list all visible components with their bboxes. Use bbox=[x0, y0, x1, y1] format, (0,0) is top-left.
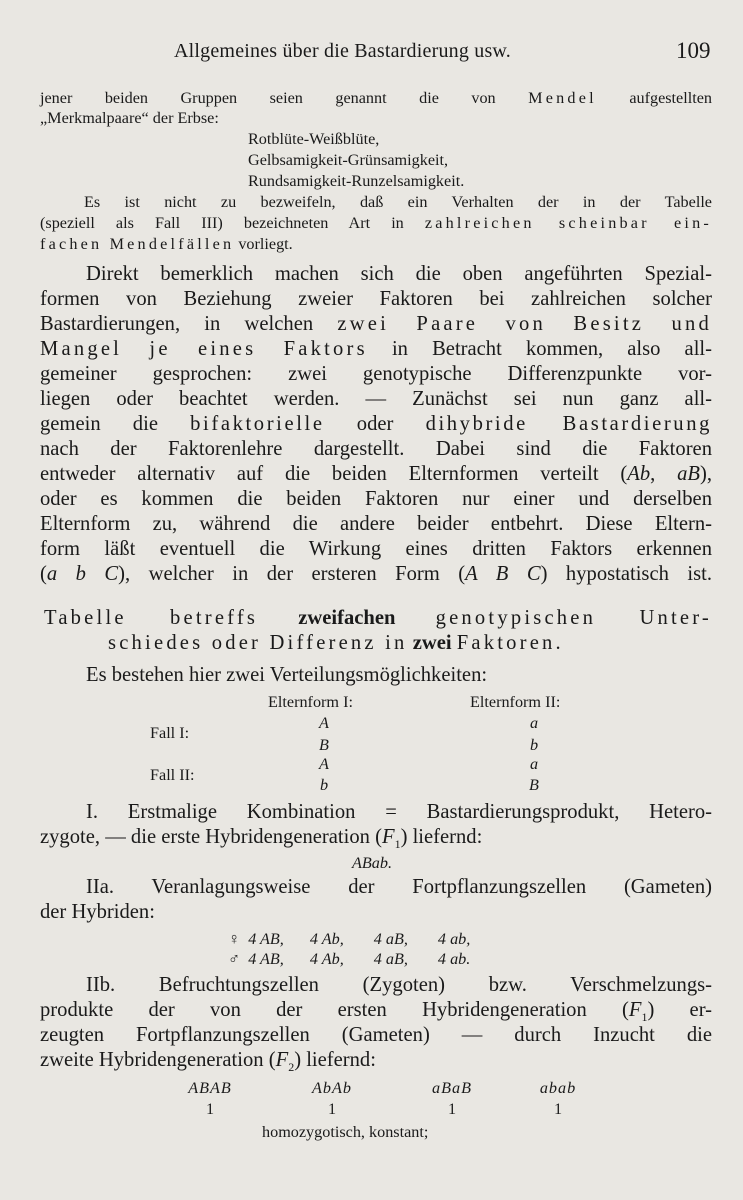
fall-1-e2-top: a bbox=[529, 714, 539, 732]
count-1: 1 bbox=[205, 1100, 215, 1118]
author-name: Mendel bbox=[528, 89, 597, 107]
running-header bbox=[0, 40, 743, 70]
trait-pair-2: Gelbsamigkeit-Grünsamigkeit, bbox=[248, 151, 449, 169]
para-line-13: (a b C), welcher in der ersteren Form (A B C) hypostatisch ist. bbox=[40, 563, 712, 585]
section-2a-line-2: der Hybriden: bbox=[40, 901, 155, 923]
section-2b-line-4: zweite Hybridengeneration $(F_2)$ liefernd: bbox=[40, 1049, 376, 1075]
section-2a-line-1: IIa. Veranlagungsweise der Fortpflanzungszellen (Gameten) bbox=[86, 876, 712, 898]
fall-1-label: Fall I: bbox=[150, 724, 190, 742]
fall-1-e1-bottom: B bbox=[319, 736, 329, 754]
para-line-5: gemeiner gesprochen: zwei genotypische Differenzpunkte vor- bbox=[40, 363, 712, 385]
note-line-1: Es ist nicht zu bezweifeln, daß ein Verhalten der in der Tabelle bbox=[84, 193, 712, 211]
running-title: Allgemeines über die Bastardierung usw. bbox=[174, 40, 511, 62]
para-line-2: formen von Beziehung zweier Faktoren bei zahlreichen solcher bbox=[40, 288, 712, 310]
heterozygote-formula: ABab. bbox=[352, 854, 393, 872]
para-line-3: Bastardierungen, in welchen zwei Paare von Besitz und bbox=[40, 313, 712, 335]
male-symbol-icon: ♂ bbox=[228, 950, 241, 968]
genotype-4: abab bbox=[539, 1079, 577, 1097]
female-gametes-row: ♀ 4 AB, 4 Ab, 4 aB, 4 ab, bbox=[228, 930, 471, 948]
fall-2-label: Fall II: bbox=[150, 766, 195, 784]
para-line-1: Direkt bemerklich machen sich die oben angeführten Spezial- bbox=[86, 263, 712, 285]
para-line-12: form läßt eventuell die Wirkung eines dritten Faktors erkennen bbox=[40, 538, 712, 560]
genotype-3: aBaB bbox=[432, 1079, 472, 1097]
para-line-10: oder es kommen die beiden Faktoren nur einer und derselben bbox=[40, 488, 712, 510]
male-gametes-row: ♂ 4 AB, 4 Ab, 4 aB, 4 ab. bbox=[228, 950, 471, 968]
table-intro: Es bestehen hier zwei Verteilungsmöglichkeiten: bbox=[86, 664, 488, 686]
para-line-4: Mangel je eines Faktors in Betracht kommen, also all- bbox=[40, 338, 712, 360]
note-line-3: fachen Mendelfällen vorliegt. bbox=[40, 235, 293, 253]
fall-2-e1-top: A bbox=[319, 755, 329, 773]
intro-line-2: „Merkmalpaare“ der Erbse: bbox=[40, 109, 219, 127]
table-heading-line-2: schiedes oder Differenz in zwei Faktoren. bbox=[108, 632, 564, 654]
page-number: 109 bbox=[676, 38, 711, 63]
fall-2-e2-top: a bbox=[529, 755, 539, 773]
fall-2-e2-bottom: B bbox=[529, 776, 539, 794]
trait-pair-3: Rundsamigkeit-Runzelsamigkeit. bbox=[248, 172, 465, 190]
female-symbol-icon: ♀ bbox=[228, 930, 241, 948]
fall-2-e1-bottom: b bbox=[319, 776, 329, 794]
trait-pair-1: Rotblüte-Weißblüte, bbox=[248, 130, 380, 148]
count-4: 1 bbox=[553, 1100, 563, 1118]
column-header-elternform-1: Elternform I: bbox=[268, 693, 353, 711]
para-line-8: nach der Faktorenlehre dargestellt. Dabei sind die Faktoren bbox=[40, 438, 712, 460]
section-1-line-1: I. Erstmalige Kombination = Bastardierungsprodukt, Hetero- bbox=[86, 801, 712, 823]
para-line-7: gemein die bifaktorielle oder dihybride Bastardierung bbox=[40, 413, 712, 435]
count-2: 1 bbox=[327, 1100, 337, 1118]
section-1-line-2: zygote, — die erste Hybridengeneration $(F_1)$ liefernd: bbox=[40, 826, 483, 852]
para-line-11: Elternform zu, während die andere beider entbehrt. Diese Eltern- bbox=[40, 513, 712, 535]
genotype-1: ABAB bbox=[188, 1079, 232, 1097]
homozygous-note: homozygotisch, konstant; bbox=[262, 1123, 429, 1141]
genotype-2: AbAb bbox=[312, 1079, 352, 1097]
section-2b-line-1: IIb. Befruchtungszellen (Zygoten) bzw. Verschmelzungs- bbox=[86, 974, 712, 996]
para-line-6: liegen oder beachtet werden. — Zunächst sei nun ganz all- bbox=[40, 388, 712, 410]
section-2b-line-3: zeugten Fortpflanzungszellen (Gameten) — durch Inzucht die bbox=[40, 1024, 712, 1046]
fall-1-e2-bottom: b bbox=[529, 736, 539, 754]
para-line-9: entweder alternativ auf die beiden Elternformen verteilt (Ab, aB), bbox=[40, 463, 712, 485]
count-3: 1 bbox=[447, 1100, 457, 1118]
column-header-elternform-2: Elternform II: bbox=[470, 693, 561, 711]
fall-1-e1-top: A bbox=[319, 714, 329, 732]
note-line-2: (speziell als Fall III) bezeichneten Art in zahlreichen scheinbar ein- bbox=[40, 214, 712, 232]
intro-line-1: jener beiden Gruppen seien genannt die von Mendel aufgestellten bbox=[40, 89, 713, 107]
table-heading-line-1: Tabelle betreffs zweifachen genotypischen Unter- bbox=[44, 607, 712, 629]
section-2b-line-2: produkte der von der ersten Hybridengeneration $(F_1)$ er- bbox=[40, 999, 712, 1025]
